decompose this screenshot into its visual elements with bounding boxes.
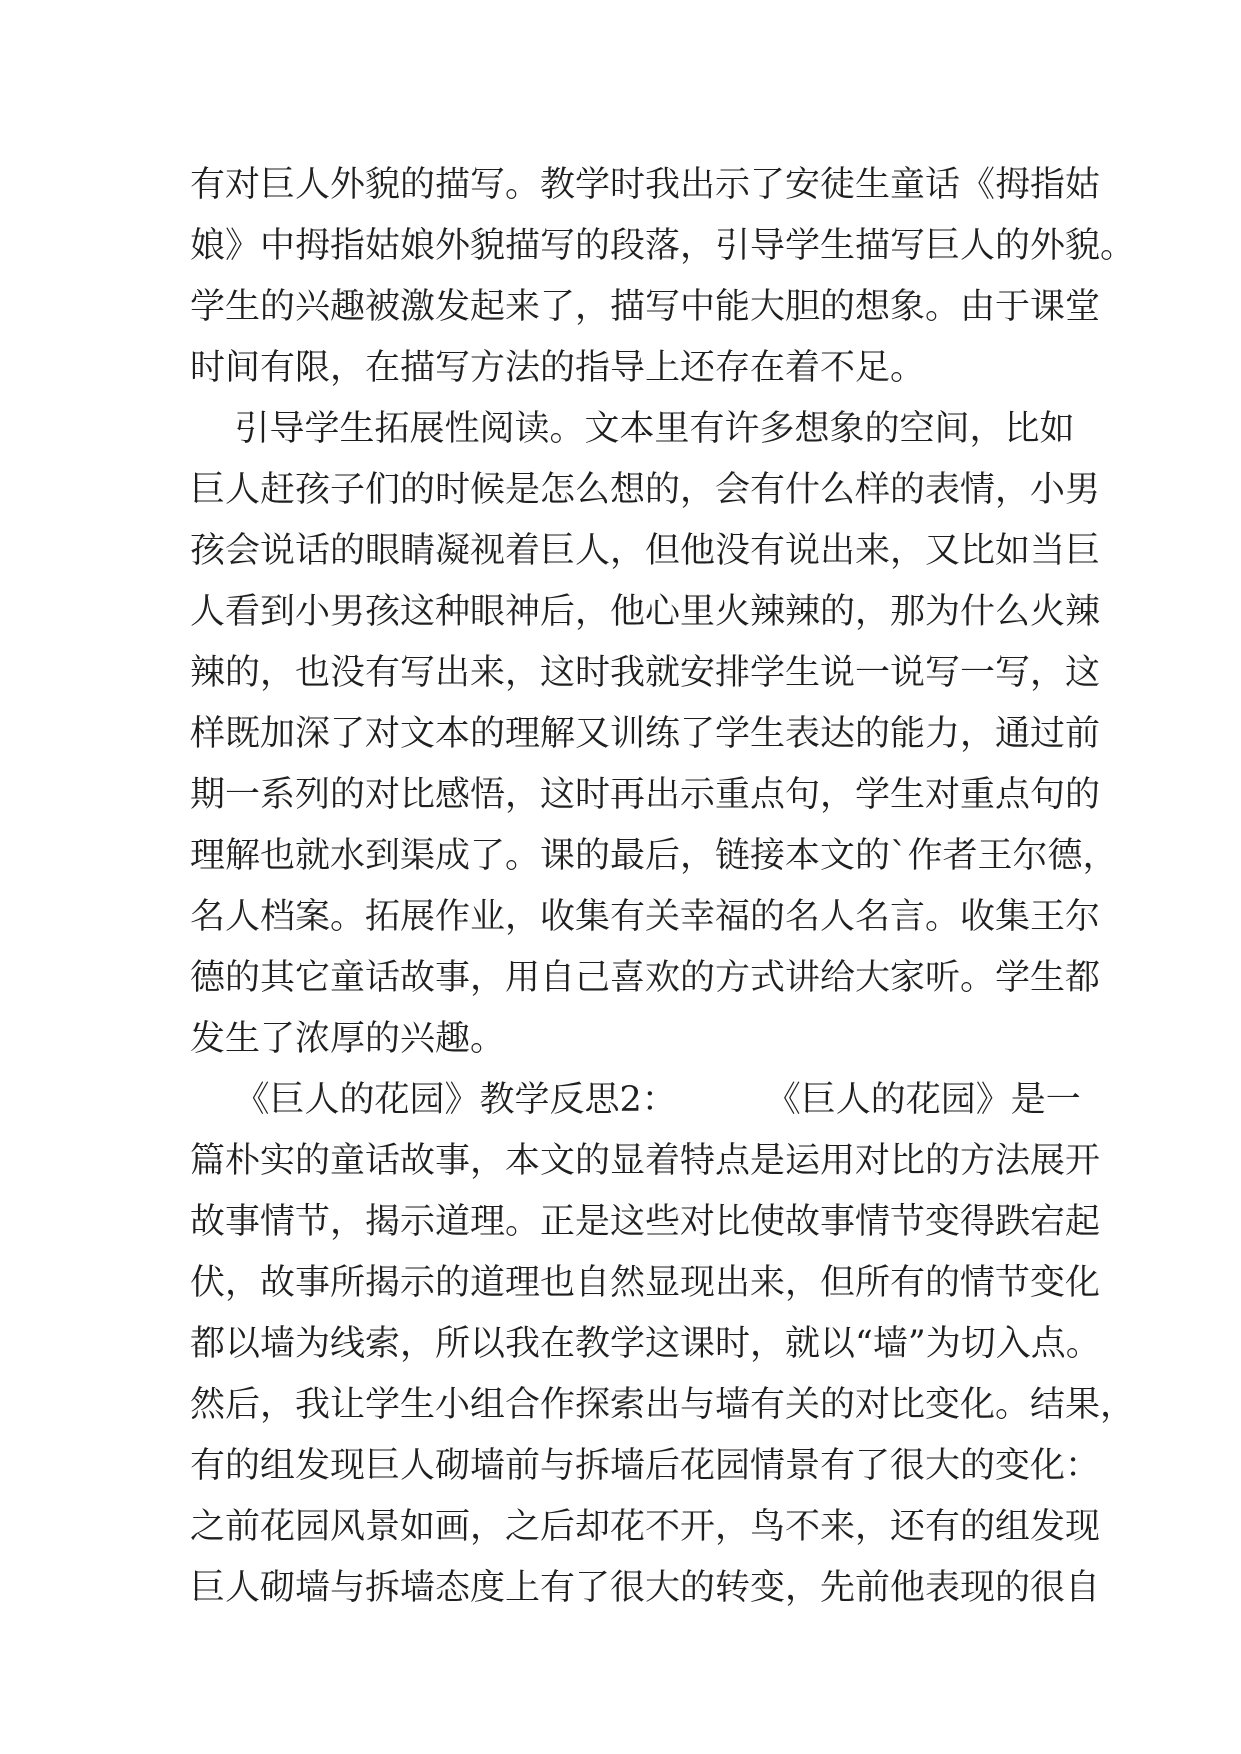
text-line: 之前花园风景如画，之后却花不开，鸟不来，还有的组发现 bbox=[190, 1507, 1101, 1547]
text-line: 辣的，也没有写出来，这时我就安排学生说一说写一写，这 bbox=[190, 653, 1101, 693]
text-line: 篇朴实的童话故事，本文的显着特点是运用对比的方法展开 bbox=[190, 1141, 1101, 1181]
text-line: 《巨人的花园》教学反思2： 《巨人的花园》是一 bbox=[190, 1080, 1081, 1120]
text-line: 引导学生拓展性阅读。文本里有许多想象的空间，比如 bbox=[190, 409, 1075, 449]
text-line: 巨人砌墙与拆墙态度上有了很大的转变，先前他表现的很自 bbox=[190, 1568, 1101, 1608]
text-line: 时间有限，在描写方法的指导上还存在着不足。 bbox=[190, 348, 926, 388]
text-line: 孩会说话的眼睛凝视着巨人，但他没有说出来，又比如当巨 bbox=[190, 531, 1101, 571]
text-line: 期一系列的对比感悟，这时再出示重点句，学生对重点句的 bbox=[190, 775, 1101, 815]
text-line: 名人档案。拓展作业，收集有关幸福的名人名言。收集王尔 bbox=[190, 897, 1101, 937]
text-line: 娘》中拇指姑娘外貌描写的段落，引导学生描写巨人的外貌。 bbox=[190, 226, 1136, 266]
text-line: 巨人赶孩子们的时候是怎么想的，会有什么样的表情，小男 bbox=[190, 470, 1101, 510]
text-line: 人看到小男孩这种眼神后，他心里火辣辣的，那为什么火辣 bbox=[190, 592, 1101, 632]
text-line: 故事情节，揭示道理。正是这些对比使故事情节变得跌宕起 bbox=[190, 1202, 1101, 1242]
text-line: 样既加深了对文本的理解又训练了学生表达的能力，通过前 bbox=[190, 714, 1101, 754]
text-line: 理解也就水到渠成了。课的最后，链接本文的`作者王尔德， bbox=[190, 836, 1118, 876]
text-line: 学生的兴趣被激发起来了，描写中能大胆的想象。由于课堂 bbox=[190, 287, 1101, 327]
body-text bbox=[190, 155, 1136, 1619]
text-line: 有对巨人外貌的描写。教学时我出示了安徒生童话《拇指姑 bbox=[190, 165, 1101, 205]
text-line: 德的其它童话故事，用自己喜欢的方式讲给大家听。学生都 bbox=[190, 958, 1101, 998]
text-line: 都以墙为线索，所以我在教学这课时，就以“墙”为切入点。 bbox=[190, 1324, 1101, 1364]
text-line: 有的组发现巨人砌墙前与拆墙后花园情景有了很大的变化： bbox=[190, 1446, 1101, 1486]
text-line: 伏，故事所揭示的道理也自然显现出来，但所有的情节变化 bbox=[190, 1263, 1101, 1303]
text-line: 发生了浓厚的兴趣。 bbox=[190, 1019, 506, 1059]
text-line: 然后，我让学生小组合作探索出与墙有关的对比变化。结果， bbox=[190, 1385, 1136, 1425]
